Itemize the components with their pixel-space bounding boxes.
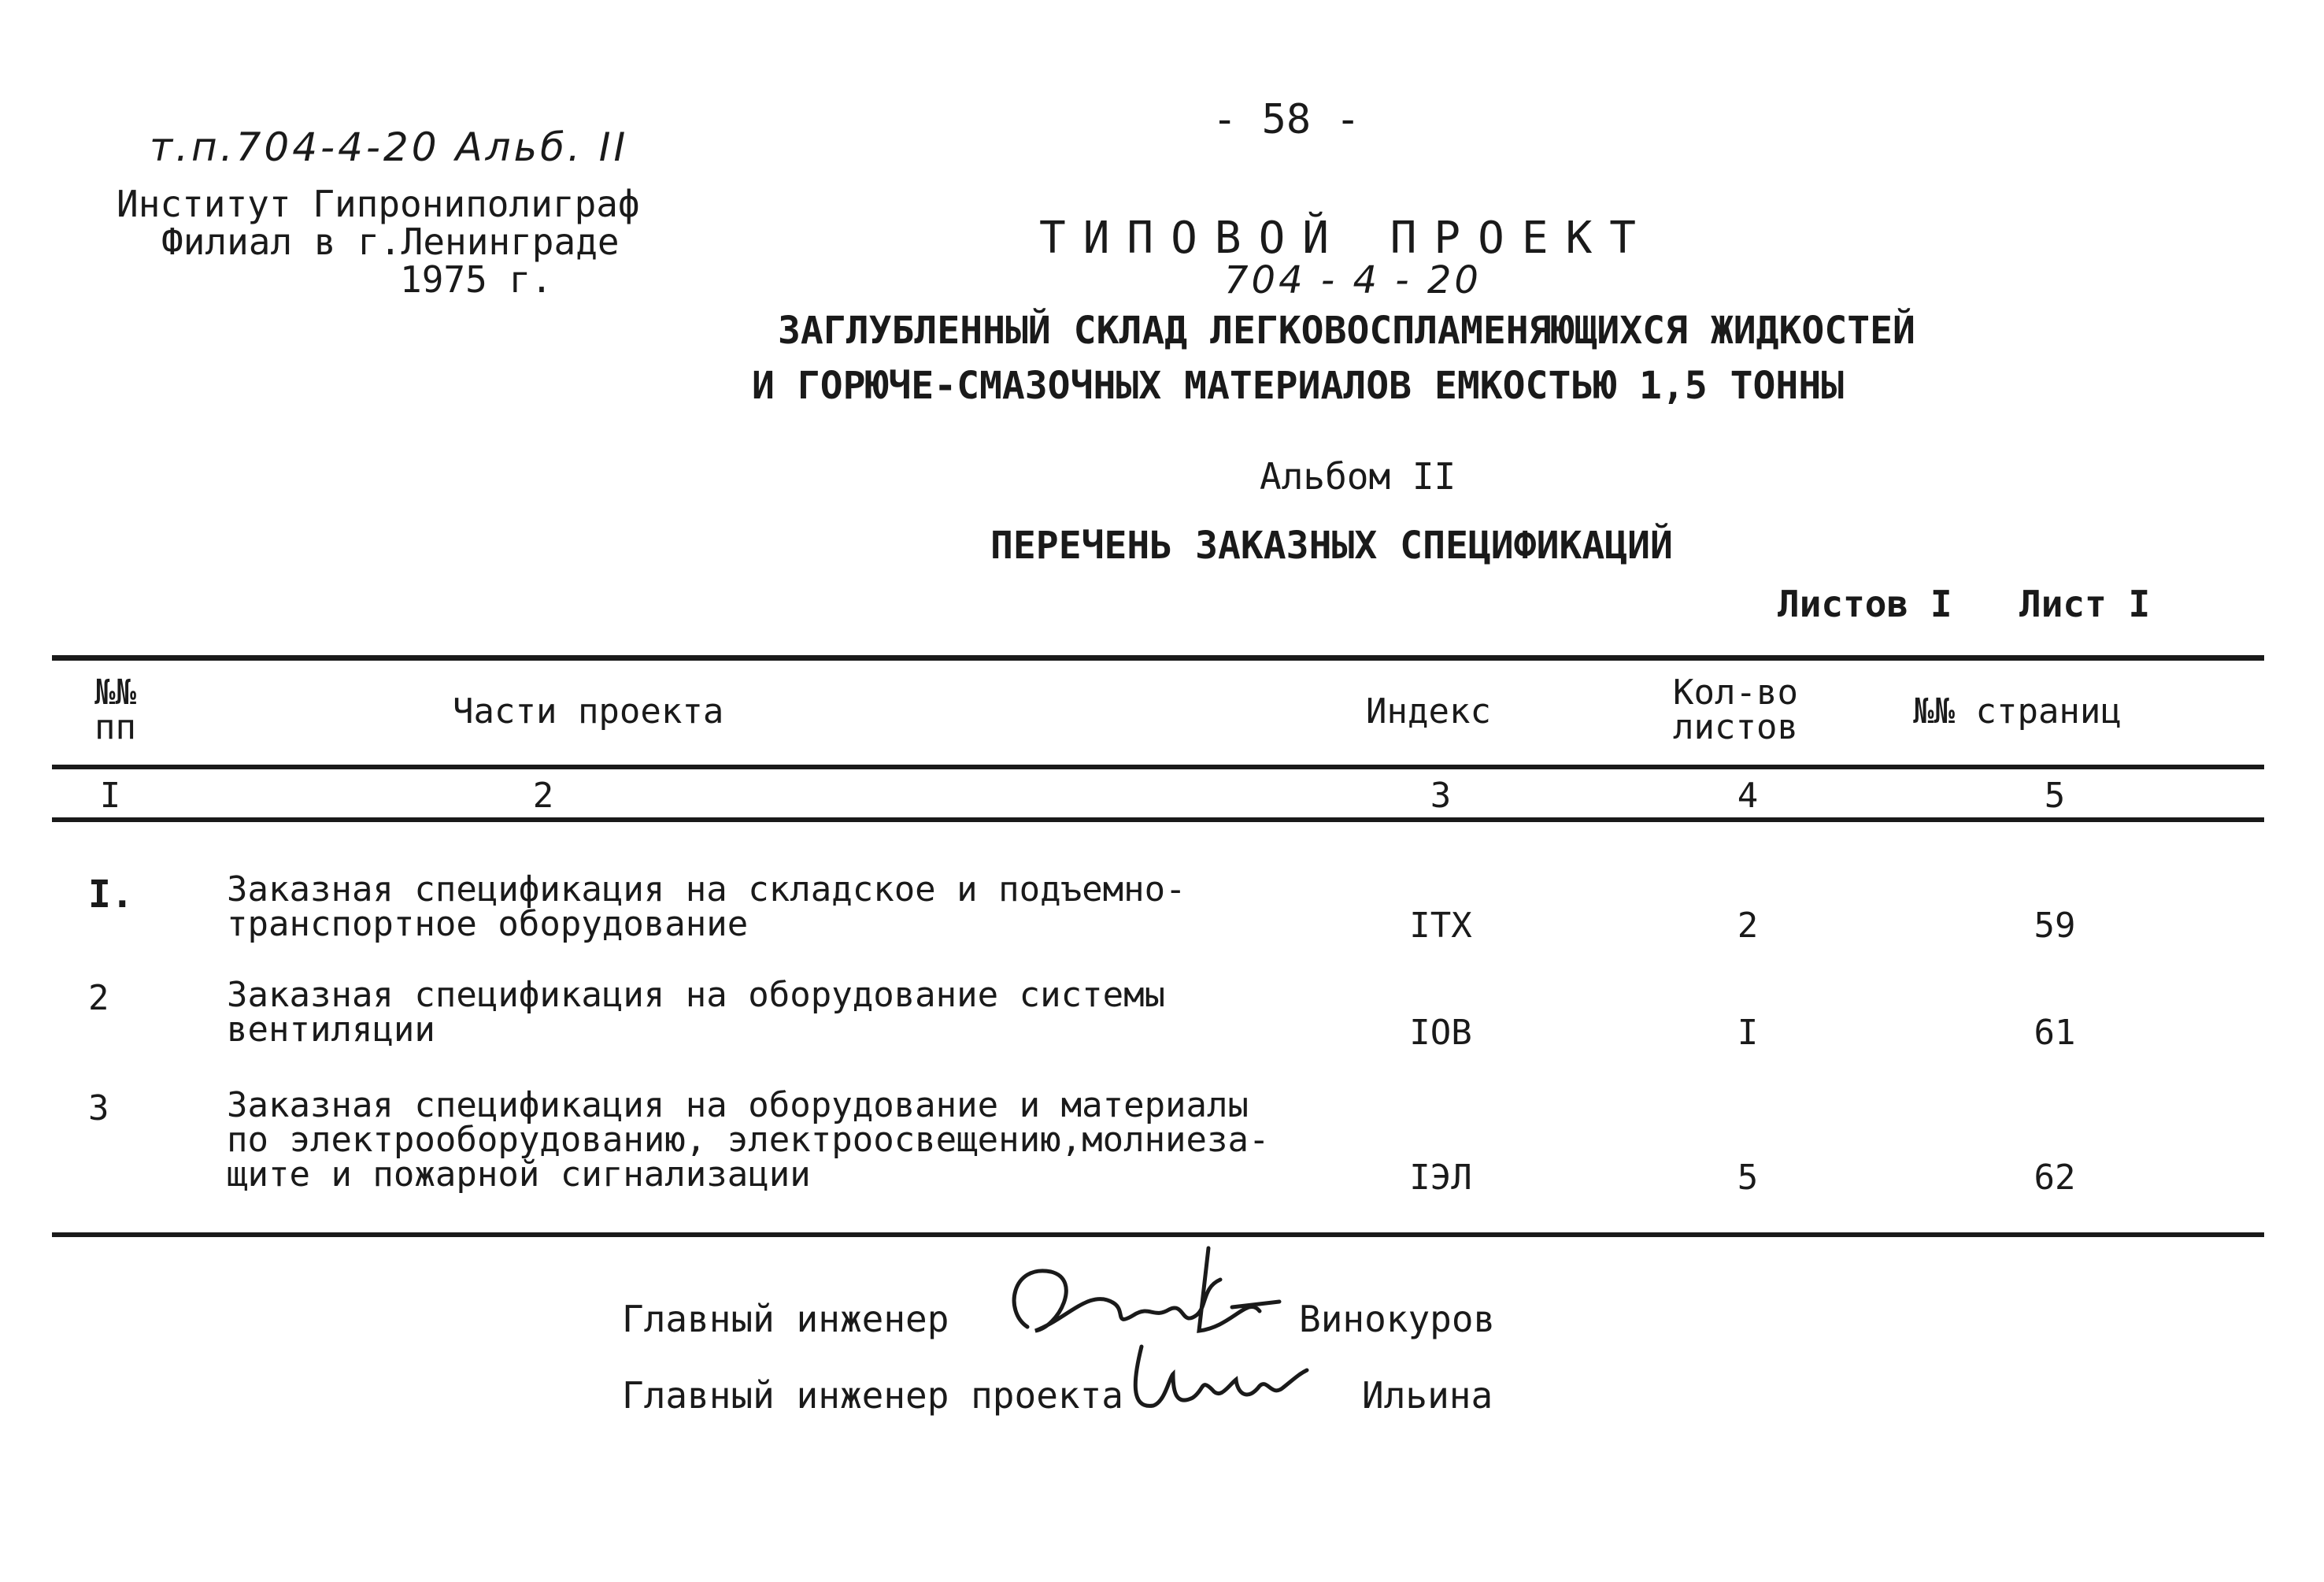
table-row-3-index: IЭЛ	[1409, 1158, 1472, 1198]
header-parts: Части проекта	[453, 691, 724, 732]
header-count: Кол-во листов	[1673, 672, 1798, 747]
chief-engineer-label: Главный инженер	[622, 1298, 949, 1340]
year: 1975 г.	[400, 258, 553, 301]
header-index: Индекс	[1366, 691, 1491, 732]
table-row-2-page: 61	[2034, 1013, 2076, 1053]
table-row-2-count: I	[1737, 1013, 1759, 1053]
table-row-3-part: Заказная спецификация на оборудование и материалы по электрооборудованию, электроосвещению,молниеза- щите и пожарной сигнализации	[227, 1085, 1270, 1195]
table-row-2-num: 2	[88, 978, 109, 1018]
header-num: №№ пп	[94, 672, 136, 747]
column-number-3: 3	[1430, 776, 1452, 816]
project-engineer-label: Главный инженер проекта	[622, 1374, 1123, 1417]
project-title-line2: И ГОРЮЧЕ-СМАЗОЧНЫХ МАТЕРИАЛОВ ЕМКОСТЬЮ 1,5 ТОННЫ	[752, 364, 1845, 408]
table-row-1-page: 59	[2034, 906, 2076, 946]
table-row-1-index: ITX	[1409, 906, 1472, 946]
table-row-2-part: Заказная спецификация на оборудование системы вентиляции	[227, 975, 1166, 1050]
project-engineer-signature	[1118, 1331, 1323, 1425]
chief-engineer-name: Винокуров	[1299, 1298, 1496, 1340]
table-row-2-index: IOB	[1409, 1013, 1472, 1053]
branch-name: Филиал в г.Ленинграде	[161, 220, 620, 263]
table-row-3-count: 5	[1737, 1158, 1759, 1198]
column-number-rule	[52, 817, 2264, 822]
header-pages: №№ страниц	[1913, 691, 2122, 732]
column-number-4: 4	[1737, 776, 1759, 816]
list-title: ПЕРЕЧЕНЬ ЗАКАЗНЫХ СПЕЦИФИКАЦИЙ	[990, 524, 1673, 568]
project-title-line1: ЗАГЛУБЛЕННЫЙ СКЛАД ЛЕГКОВОСПЛАМЕНЯЮЩИХСЯ ЖИДКОСТЕЙ	[778, 309, 1915, 353]
column-number-5: 5	[2044, 776, 2066, 816]
column-number-1: I	[99, 776, 121, 816]
album-reference: т.п.704-4-20 Альб. II	[150, 124, 629, 170]
column-number-2: 2	[532, 776, 554, 816]
table-row-3-page: 62	[2034, 1158, 2076, 1198]
project-number: 704 - 4 - 20	[1224, 258, 1482, 302]
page-number: - 58 -	[1212, 96, 1360, 143]
table-top-rule	[52, 655, 2264, 661]
table-row-1-part: Заказная спецификация на складское и подъемно- транспортное оборудование	[227, 869, 1186, 944]
sheets-total: Листов I	[1778, 583, 1952, 625]
document-heading: ТИПОВОЙ ПРОЕКТ	[1039, 213, 1654, 264]
table-row-1-count: 2	[1737, 906, 1759, 946]
project-engineer-name: Ильина	[1362, 1374, 1493, 1417]
table-row-3-num: 3	[88, 1088, 109, 1128]
table-row-1-num: I.	[88, 873, 134, 917]
album-label: Альбом II	[1260, 455, 1456, 498]
sheet-number: Лист I	[2019, 583, 2151, 625]
header-bottom-rule	[52, 765, 2264, 769]
institute-name: Институт Гипрониполиграф	[117, 183, 640, 225]
